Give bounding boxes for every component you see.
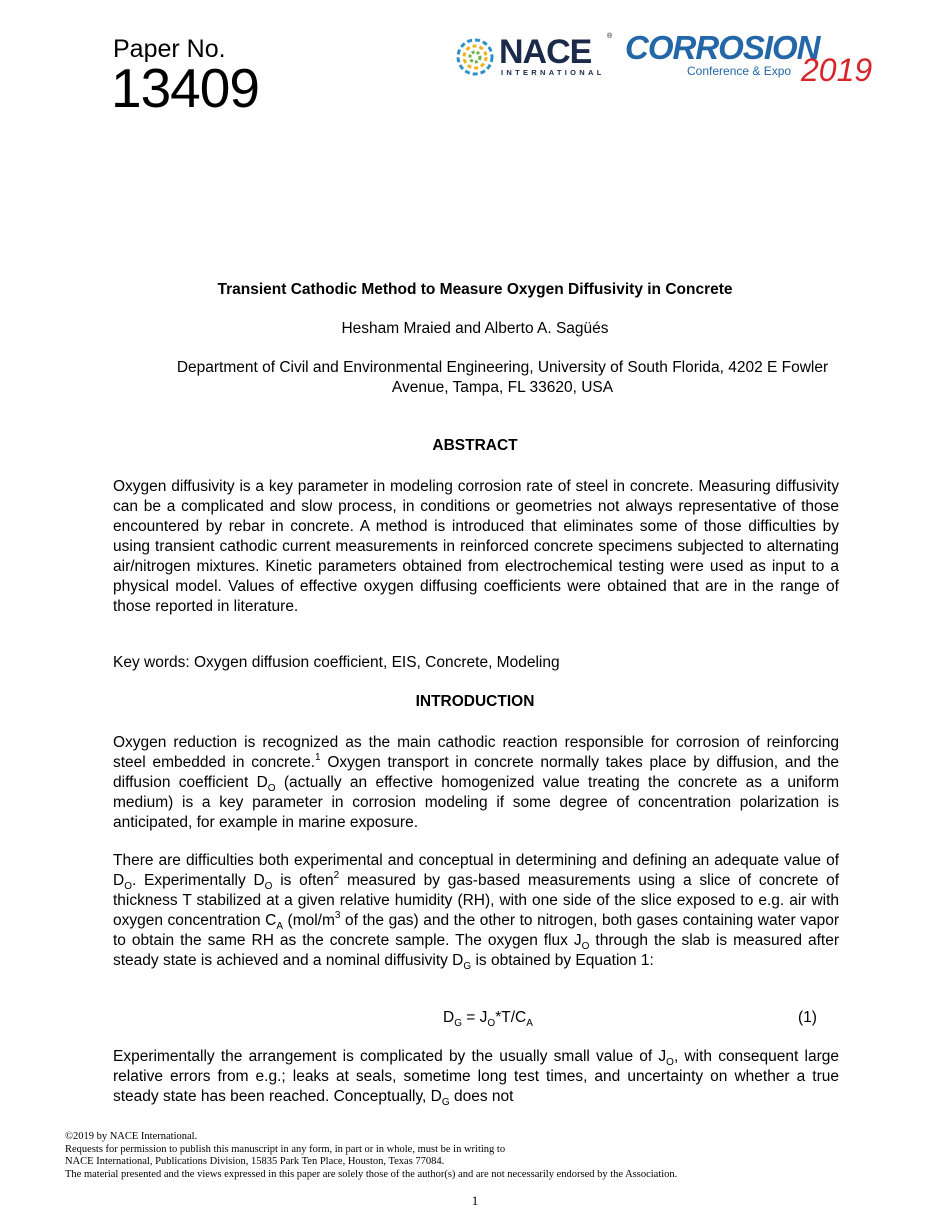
equation-number: (1)	[798, 1009, 817, 1026]
nace-registered-mark: ®	[607, 33, 613, 40]
introduction-heading: INTRODUCTION	[415, 693, 535, 710]
intro-paragraph-3: Experimentally the arrangement is complicated by the usually small value of $J_O$, with consequent large relative errors from e.g.; leaks at seals, sometime long test times, and uncertainty on whether a true steady state has been reached. Conceptually, $D_G$ does not	[113, 1048, 839, 1109]
intro-paragraph-1: Oxygen reduction is recognized as the main cathodic reaction responsible for corrosion of reinforcing steel embedded in concrete.$^1$ Oxygen transport in concrete normally takes place by diffusion, and the diffusion coefficient $D_O$ (actually an effective homogenized value treating the concrete as a uniform medium) is a key parameter in corrosion modeling if some degree of concentration polarization is anticipated, for example in marine exposure.	[113, 734, 840, 831]
footer-line: NACE International, Publications Division, 15835 Park Ten Place, Houston, Texas 77084.	[65, 1156, 445, 1168]
nace-logo-subtitle: INTERNATIONAL	[501, 68, 605, 77]
nace-logo	[455, 33, 615, 83]
abstract-heading: ABSTRACT	[432, 437, 518, 454]
footer-line: Requests for permission to publish this manuscript in any form, in part or in whole, must be in writing to	[65, 1143, 506, 1155]
reference-superscript: 2	[333, 869, 340, 881]
nace-logo-text: NACE	[499, 33, 592, 71]
intro-paragraph-2: There are difficulties both experimental and conceptual in determining and defining an adequate value of $D_O$. Experimentally $D_O$ is often$^2$ measured by gas-based measurements using a slice of concrete of thickness T stabilized at a given relative humidity (RH), with one side of the slice exposed to e.g. air with oxygen concentration $C_A$ ($mol/m^3$ of the gas) and the other to nitrogen, both gases containing water vapor to obtain the same RH as the concrete sample. The oxygen flux $J_O$ through the slab is measured after steady state is achieved and a nominal diffusivity $D_G$ is obtained by Equation 1:	[113, 852, 840, 973]
corrosion-logo-text: CORROSION	[625, 29, 820, 66]
paper-number: 13409	[111, 57, 259, 119]
corrosion-logo	[625, 30, 885, 88]
page-number: 1	[471, 1193, 479, 1208]
paper-title: Transient Cathodic Method to Measure Oxygen Diffusivity in Concrete	[217, 281, 733, 298]
corrosion-logo-subtitle: Conference & Expo	[687, 64, 792, 78]
keywords: Key words: Oxygen diffusion coefficient, EIS, Concrete, Modeling	[113, 654, 560, 671]
footer-line: ©2019 by NACE International.	[65, 1131, 198, 1142]
equation-1: $D_G = J_O*T/C_A$	[443, 1009, 533, 1030]
affiliation: Department of Civil and Environmental Engineering, University of South Florida, 4202 E Fowler Avenue, Tampa, FL 33620, USA	[176, 359, 829, 396]
nace-globe-icon	[455, 35, 495, 79]
reference-superscript: 1	[315, 751, 321, 763]
copyright-footer	[65, 1131, 677, 1182]
paper-label: Paper No.	[113, 35, 226, 63]
abstract-text: Oxygen diffusivity is a key parameter in modeling corrosion rate of steel in concrete. Measuring diffusivity can be a complicated and slow process, in conditions or geometries not always representative of those encountered by rebar in concrete. A method is introduced that eliminates some of those difficulties by using transient cathodic current measurements in reinforced concrete specimens subjected to alternating air/nitrogen mixtures. Kinetic parameters obtained from electrochemical testing were used as input to a physical model. Values of effective oxygen diffusing coefficients were obtained that are in the range of those reported in literature.	[113, 478, 839, 615]
corrosion-logo-year: 2019	[801, 52, 873, 88]
footer-line: The material presented and the views expressed in this paper are solely those of the author(s) and are not necessarily endorsed by the Association.	[65, 1169, 678, 1181]
authors: Hesham Mraied and Alberto A. Sagüés	[341, 320, 609, 337]
